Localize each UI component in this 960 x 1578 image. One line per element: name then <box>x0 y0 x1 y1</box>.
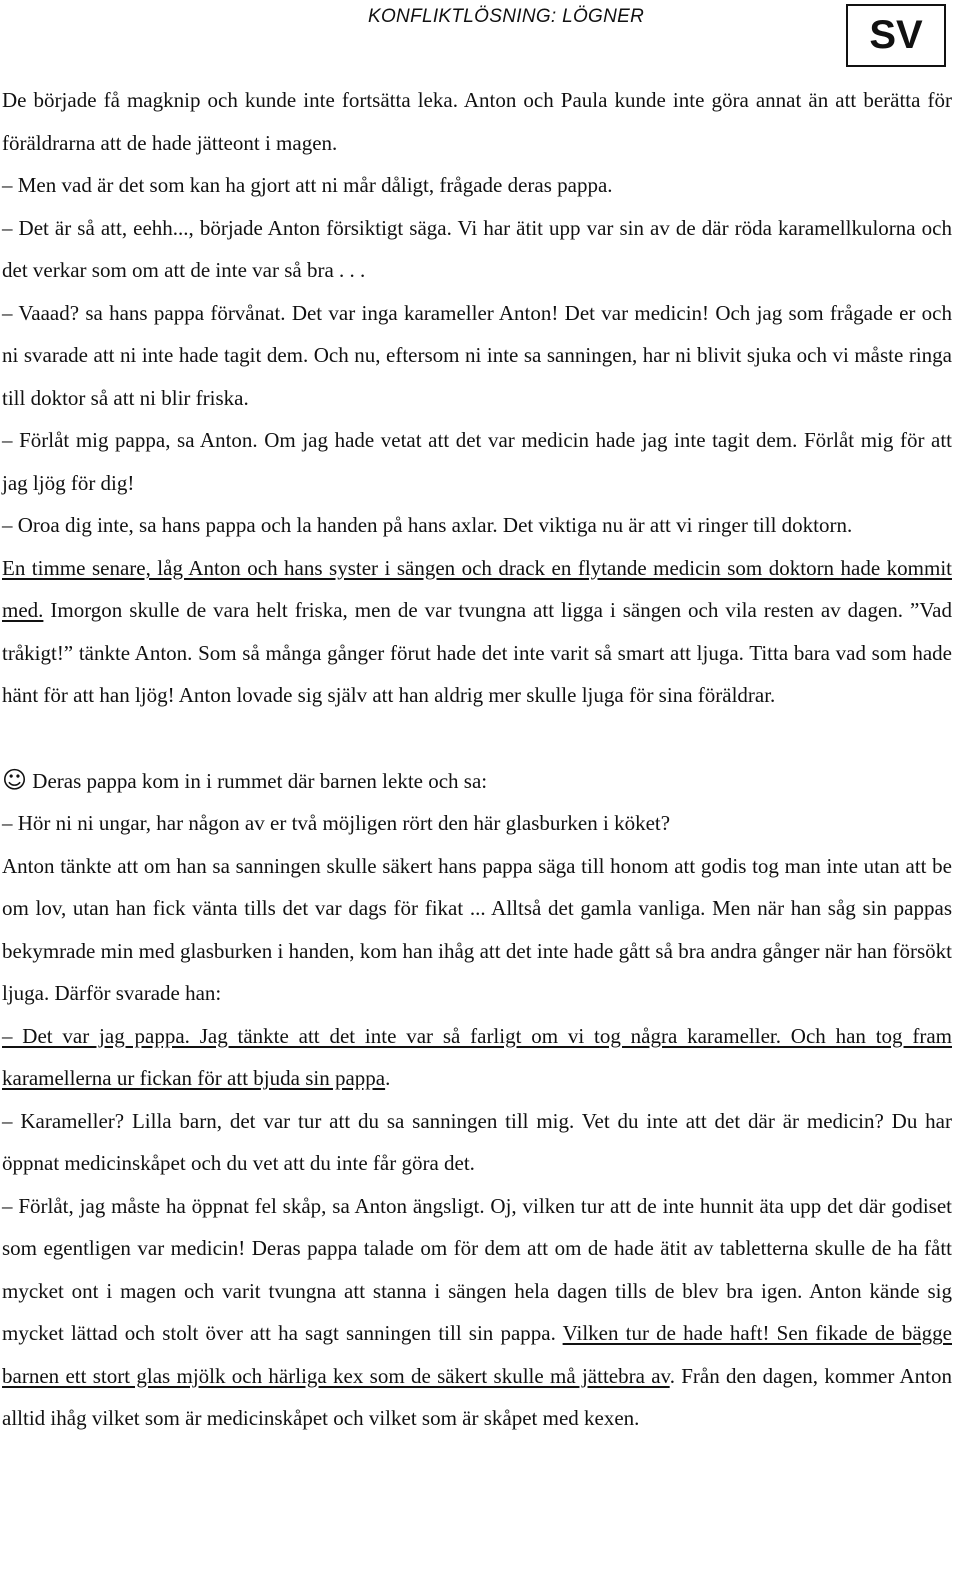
dialogue-line: – Vaaad? sa hans pappa förvånat. Det var inga karameller Anton! Det var medicin! Och jag som frågade er och ni svarade att ni inte hade tagit dem. Och nu, eftersom ni inte sa sanningen, har ni blivit sjuka och vi måste ringa till doktor så att ni blir friska. <box>2 300 952 410</box>
smiley-icon: ☺ <box>2 765 28 794</box>
dialogue-line: – Men vad är det som kan ha gjort att ni mår dåligt, frågade deras pappa. <box>2 173 613 197</box>
dialogue-line: – Karameller? Lilla barn, det var tur att du sa sanningen till mig. Vet du inte att det där är medicin? Du har öppnat medicinskåpet och du vet att du inte får göra det. <box>2 1108 952 1175</box>
paragraph-text: Imorgon skulle de vara helt friska, men de var tvungna att ligga i sängen och vila resten av dagen. ”Vad tråkigt!” tänkte Anton. Som så många gånger förut hade det inte varit så smart att ljuga. Titta bara vad som hade hänt för att han ljög! Anton lovade sig själv att han aldrig mer skulle ljuga för sina föräldrar. <box>2 598 952 707</box>
paragraph <box>2 547 952 717</box>
dialogue-line: – Det är så att, eehh..., började Anton försiktigt säga. Vi har ätit upp var sin av de där röda karamellkulorna och det verkar som om att de inte var så bra . . . <box>2 215 952 282</box>
paragraph: Anton tänkte att om han sa sanningen skulle säkert hans pappa säga till honom att godis tog man inte utan att be om lov, utan han fick vänta tills det var dags för fikat ... Alltså det gamla vanliga. Men när han såg sin pappas bekymrade min med glasburken i handen, kom han ihåg att det inte hade gått så bra andra gånger när han försökt ljuga. Därför svarade han: <box>2 853 952 1005</box>
paragraph-text: . Från den dagen, kommer Anton alltid ihåg vilket som är medicinskåpet och vilket som är skåpet med kexen. <box>2 1363 952 1430</box>
paragraph-text: – Förlåt, jag måste ha öppnat fel skåp, sa Anton ängsligt. Oj, vilken tur att de inte hunnit äta upp det där godiset som egentligen var medicin! Deras pappa talade om för dem att om de hade ätit av tabletterna skulle de ha fått mycket ont i magen och varit tvungna att stanna i sängen hela dagen tills de blev bra igen. Anton kände sig mycket lättad och stolt över att ha sagt sanningen till sin pappa. <box>2 1193 952 1345</box>
page-header-title: KONFLIKTLÖSNING: LÖGNER <box>368 6 645 27</box>
language-badge: SV <box>846 4 946 67</box>
underlined-text: En timme senare, låg Anton och hans syster i sängen och drack en flytande medicin som doktorn hade kommit med. <box>2 555 952 622</box>
paragraph <box>2 759 952 803</box>
dialogue-line: – Oroa dig inte, sa hans pappa och la handen på hans axlar. Det viktiga nu är att vi ringer till doktorn. <box>2 513 853 537</box>
dialogue-line <box>2 1185 952 1440</box>
paragraph-text: . <box>385 1066 391 1090</box>
underlined-text: – Det var jag pappa. Jag tänkte att det inte var så farligt om vi tog några karameller. Och han tog fram karamellerna ur fickan för att bjuda sin pappa <box>2 1023 952 1090</box>
story-text <box>2 79 952 1440</box>
dialogue-line: – Förlåt mig pappa, sa Anton. Om jag hade vetat att det var medicin hade jag inte tagit dem. Förlåt mig för att jag ljög för dig! <box>2 428 952 495</box>
dialogue-line: – Hör ni ni ungar, har någon av er två möjligen rört den här glasburken i köket? <box>2 811 671 835</box>
paragraph: De började få magknip och kunde inte fortsätta leka. Anton och Paula kunde inte göra annat än att berätta för föräldrarna att de hade jätteont i magen. <box>2 88 952 155</box>
section-gap <box>2 717 952 759</box>
dialogue-line <box>2 1015 952 1100</box>
underlined-text: Vilken tur de hade haft! Sen fikade de bägge barnen ett stort glas mjölk och härliga kex som de säkert skulle må jättebra av <box>2 1321 952 1388</box>
paragraph-text: Deras pappa kom in i rummet där barnen lekte och sa: <box>27 768 488 793</box>
